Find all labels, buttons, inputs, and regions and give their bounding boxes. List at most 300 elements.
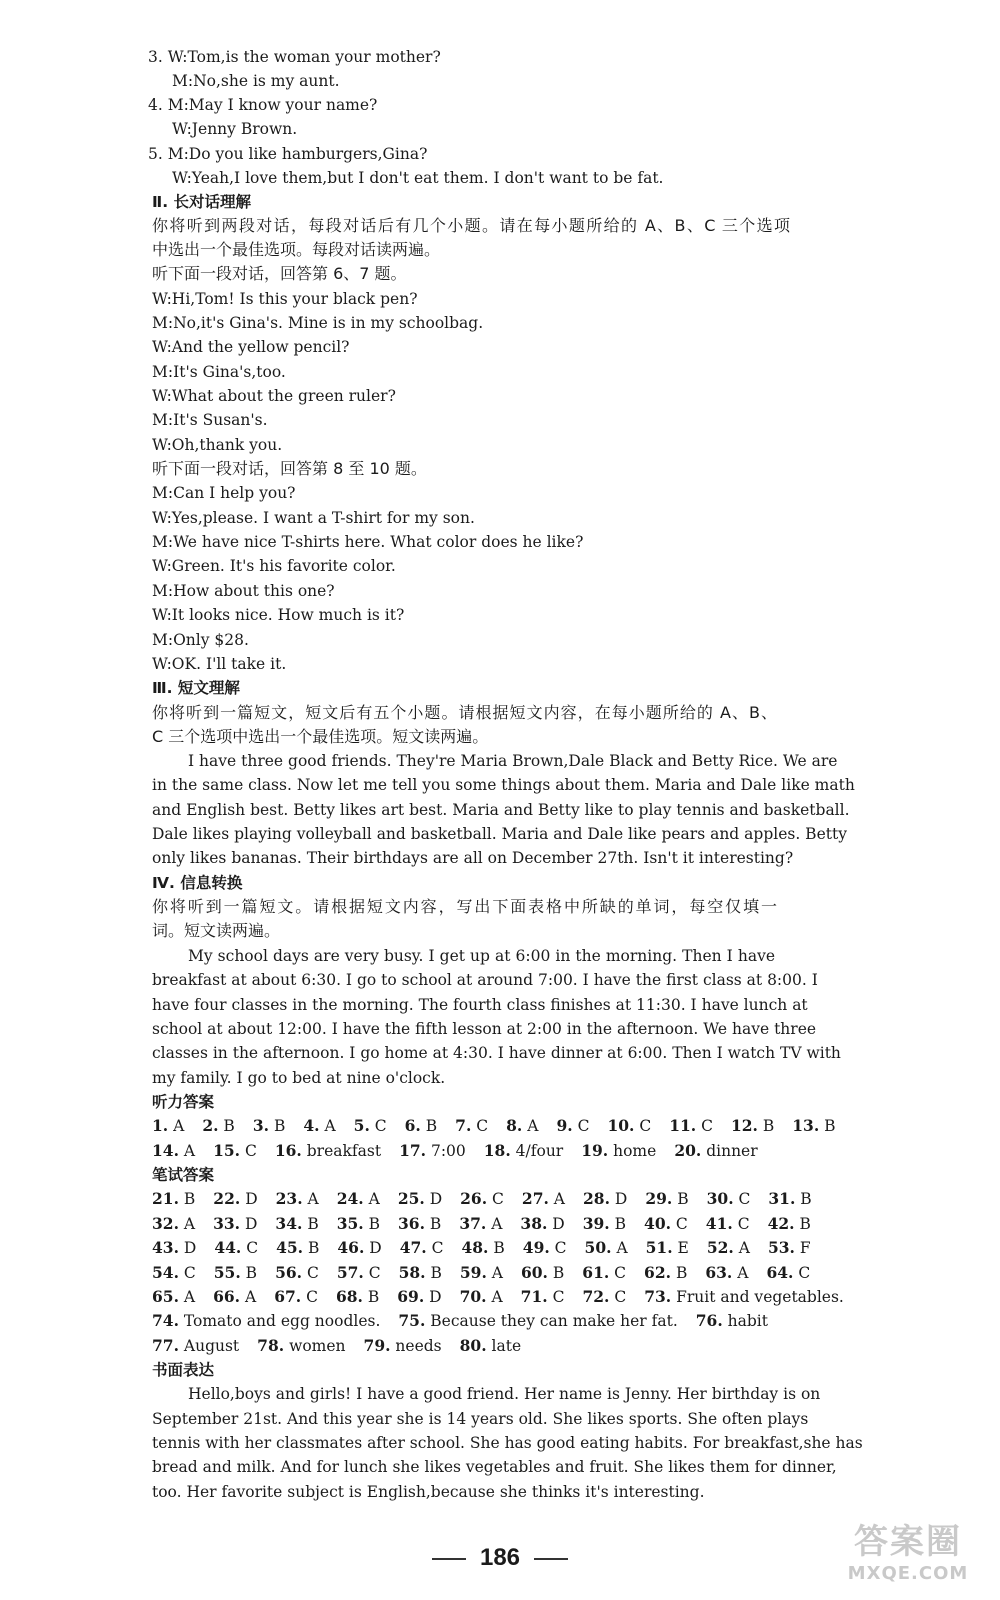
answer-number: 27. [521, 1189, 549, 1208]
answer-value: Tomato and egg noodles. [178, 1312, 381, 1330]
answer-item [556, 1117, 589, 1135]
dialog-intro-6-7: 听下面一段对话，回答第 6、7 题。 [152, 264, 407, 283]
answer-value: B [609, 1215, 627, 1233]
answer-value: C [793, 1264, 811, 1282]
answer-item [645, 1190, 688, 1208]
answer-number: 1. [152, 1116, 169, 1135]
answer-row [152, 1187, 812, 1211]
answer-number: 72. [582, 1287, 610, 1306]
watermark [824, 1522, 992, 1592]
passage-line: in the same class. Now let me tell you some things about them. Maria and Dale like math [152, 776, 855, 794]
answer-number: 64. [766, 1263, 794, 1282]
answer-item [354, 1117, 387, 1135]
answer-value: A [733, 1239, 750, 1257]
answer-value: D [547, 1215, 565, 1233]
passage-line: have four classes in the morning. The fourth class finishes at 11:30. I have lunch at [152, 996, 808, 1014]
answer-value: C [363, 1264, 381, 1282]
answer-number: 12. [730, 1116, 758, 1135]
answer-item [274, 1288, 318, 1306]
dialog-line: M:It's Gina's,too. [152, 363, 286, 381]
answer-value: B [424, 1215, 442, 1233]
answer-number: 11. [669, 1116, 697, 1135]
answer-number: 24. [336, 1189, 364, 1208]
essay-line: too. Her favorite subject is English,because she thinks it's interesting. [152, 1483, 705, 1501]
answer-number: 13. [792, 1116, 820, 1135]
answer-item [459, 1215, 502, 1233]
answer-item [522, 1190, 565, 1208]
answer-value: E [672, 1239, 689, 1257]
answer-item [455, 1117, 488, 1135]
answer-value: C [547, 1288, 565, 1306]
answer-value: home [608, 1142, 657, 1160]
answer-number: 53. [767, 1238, 795, 1257]
section-2-instruction: 你将听到两段对话，每段对话后有几个小题。请在每小题所给的 A、B、C 三个选项 [152, 216, 790, 235]
answer-number: 65. [152, 1287, 179, 1306]
answer-item [400, 1239, 444, 1257]
answer-value: C [696, 1117, 713, 1135]
answer-value: B [420, 1117, 438, 1135]
dialog-line: W:And the yellow pencil? [152, 338, 350, 356]
answer-number: 80. [459, 1336, 487, 1355]
answer-item [460, 1337, 522, 1355]
dialog-line: W:Oh,thank you. [152, 436, 283, 454]
answer-number: 5. [353, 1116, 370, 1135]
answer-row [152, 1261, 811, 1285]
answer-number: 42. [767, 1214, 795, 1233]
answer-number: 60. [520, 1263, 548, 1282]
answer-row [152, 1309, 792, 1333]
answer-number: 76. [695, 1311, 723, 1330]
answer-number: 38. [520, 1214, 548, 1233]
answer-item [337, 1190, 380, 1208]
answer-number: 26. [460, 1189, 488, 1208]
answer-value: 4/four [510, 1142, 564, 1160]
answer-number: 33. [213, 1214, 241, 1233]
answer-number: 34. [275, 1214, 303, 1233]
section-3-instruction-cont: C 三个选项中选出一个最佳选项。短文读两遍。 [152, 727, 489, 746]
answer-value: A [178, 1288, 196, 1306]
dialog-3-answer: M:No,she is my aunt. [172, 72, 340, 90]
section-3-heading: Ⅲ. 短文理解 [152, 679, 240, 697]
answer-number: 10. [607, 1116, 635, 1135]
answer-item [585, 1239, 628, 1257]
answer-item [214, 1239, 258, 1257]
answer-value: C [549, 1239, 567, 1257]
answer-number: 77. [152, 1336, 179, 1355]
answer-item [213, 1215, 257, 1233]
dialog-5-question: 5. M:Do you like hamburgers,Gina? [148, 145, 428, 163]
answer-item [484, 1142, 563, 1160]
answer-number: 56. [275, 1263, 303, 1282]
answer-item [768, 1215, 811, 1233]
answer-number: 66. [213, 1287, 241, 1306]
answer-item [583, 1215, 626, 1233]
answer-value: A [522, 1117, 539, 1135]
answer-value: F [794, 1239, 811, 1257]
answer-item [336, 1288, 379, 1306]
answer-item [768, 1190, 811, 1208]
dialog-line: M:No,it's Gina's. Mine is in my schoolbag. [152, 314, 484, 332]
answer-number: 46. [337, 1238, 365, 1257]
answer-number: 3. [252, 1116, 270, 1135]
answer-item [706, 1215, 750, 1233]
answer-value: Fruit and vegetables. [671, 1288, 844, 1306]
answer-item [398, 1312, 677, 1330]
answer-item [521, 1264, 564, 1282]
answer-item [582, 1264, 626, 1282]
answer-value: A [732, 1264, 749, 1282]
answer-item [520, 1215, 564, 1233]
answer-item [460, 1264, 503, 1282]
answer-item [275, 1264, 319, 1282]
answer-number: 16. [274, 1141, 302, 1160]
answer-number: 4. [303, 1116, 320, 1135]
answer-item [152, 1215, 195, 1233]
dialog-line: W:OK. I'll take it. [152, 655, 287, 673]
answer-value: D [178, 1239, 197, 1257]
page-number-text: 186 [479, 1544, 521, 1571]
answer-value: C [733, 1190, 751, 1208]
answer-item [460, 1190, 504, 1208]
dialog-3-question: 3. W:Tom,is the woman your mother? [148, 48, 441, 66]
answer-number: 48. [461, 1238, 489, 1257]
answer-value: A [611, 1239, 628, 1257]
answer-value: C [671, 1215, 688, 1233]
answer-value: D [364, 1239, 382, 1257]
answer-value: A [363, 1190, 380, 1208]
answer-number: 7. [455, 1116, 472, 1135]
answer-value: C [732, 1215, 750, 1233]
answer-item [582, 1288, 626, 1306]
answer-number: 59. [459, 1263, 487, 1282]
dialog-line: W:Green. It's his favorite color. [152, 557, 396, 575]
answer-number: 55. [213, 1263, 241, 1282]
answer-value: B [547, 1264, 565, 1282]
answer-value: C [301, 1288, 318, 1306]
answer-item [523, 1239, 567, 1257]
answer-number: 62. [644, 1263, 672, 1282]
dialog-4-question: 4. M:May I know your name? [148, 96, 378, 114]
answer-item [214, 1264, 257, 1282]
answer-value: B [671, 1264, 688, 1282]
dialog-line: M:We have nice T-shirts here. What color does he like? [152, 533, 584, 551]
answer-item [792, 1117, 835, 1135]
answer-number: 79. [363, 1336, 391, 1355]
answer-item [581, 1142, 656, 1160]
answer-value: needs [390, 1337, 442, 1355]
answer-number: 40. [644, 1214, 671, 1233]
answer-value: habit [722, 1312, 768, 1330]
dash-right [534, 1558, 568, 1560]
answer-value: A [319, 1117, 336, 1135]
answer-item [337, 1239, 381, 1257]
dialog-intro-8-10: 听下面一段对话，回答第 8 至 10 题。 [152, 459, 427, 478]
answer-item [202, 1117, 235, 1135]
answer-number: 35. [336, 1214, 364, 1233]
answer-item [213, 1190, 257, 1208]
answer-number: 71. [520, 1287, 548, 1306]
answer-number: 23. [275, 1189, 303, 1208]
listening-answers-heading: 听力答案 [152, 1093, 215, 1111]
answer-number: 14. [152, 1141, 179, 1160]
answer-value: C [240, 1142, 257, 1160]
answer-item [275, 1215, 318, 1233]
answer-item [152, 1312, 380, 1330]
section-3-instruction: 你将听到一篇短文，短文后有五个小题。请根据短文内容，在每小题所给的 A、B、 [152, 703, 777, 722]
answer-item [707, 1239, 750, 1257]
answer-item [731, 1117, 774, 1135]
watermark-url: MXQE.COM [847, 1563, 969, 1584]
answer-value: C [634, 1117, 652, 1135]
answer-item [152, 1239, 196, 1257]
dialog-line: M:It's Susan's. [152, 411, 268, 429]
answer-value: A [302, 1190, 319, 1208]
answer-value: C [178, 1264, 196, 1282]
answer-item [276, 1190, 319, 1208]
answer-row [152, 1334, 792, 1358]
answer-number: 61. [582, 1263, 610, 1282]
answer-number: 18. [483, 1141, 511, 1160]
answer-item [152, 1264, 196, 1282]
answer-item [644, 1264, 687, 1282]
answer-item [644, 1288, 844, 1306]
answer-item [152, 1337, 239, 1355]
answer-value: A [240, 1288, 257, 1306]
answer-number: 6. [404, 1116, 421, 1135]
passage-line: Dale likes playing volleyball and basketball. Maria and Dale like pears and apples. Betty [152, 825, 847, 843]
dialog-line: M:How about this one? [152, 582, 335, 600]
answer-number: 47. [399, 1238, 427, 1257]
answer-item [583, 1190, 627, 1208]
answer-value: D [424, 1190, 443, 1208]
answer-number: 54. [152, 1263, 179, 1282]
answer-value: A [168, 1117, 185, 1135]
answer-number: 39. [582, 1214, 610, 1233]
answer-item [213, 1288, 256, 1306]
answer-value: B [178, 1190, 196, 1208]
answer-item [152, 1288, 195, 1306]
answer-number: 58. [398, 1263, 426, 1282]
answer-value: C [572, 1117, 590, 1135]
answer-number: 32. [152, 1214, 179, 1233]
answer-item [768, 1239, 811, 1257]
answer-value: B [488, 1239, 505, 1257]
answer-value: A [486, 1215, 503, 1233]
passage-line: only likes bananas. Their birthdays are all on December 27th. Isn't it interesting? [152, 849, 794, 867]
answer-value: B [218, 1117, 235, 1135]
answer-number: 67. [274, 1287, 302, 1306]
answer-value: B [819, 1117, 836, 1135]
answer-item [674, 1142, 757, 1160]
answer-number: 36. [398, 1214, 425, 1233]
answer-value: women [284, 1337, 346, 1355]
answer-value: C [241, 1239, 259, 1257]
answer-row [152, 1139, 792, 1163]
answer-value: D [240, 1190, 258, 1208]
answer-item [257, 1337, 345, 1355]
answer-number: 78. [257, 1336, 285, 1355]
passage-line: and English best. Betty likes art best. Maria and Betty like to play tennis and basketball. [152, 801, 850, 819]
answer-item [607, 1117, 651, 1135]
answer-row [152, 1212, 811, 1236]
answer-number: 44. [214, 1238, 242, 1257]
answer-item [707, 1190, 751, 1208]
answer-number: 43. [152, 1238, 179, 1257]
section-2-heading: Ⅱ. 长对话理解 [152, 193, 251, 211]
answer-number: 19. [581, 1141, 609, 1160]
answer-item [398, 1190, 442, 1208]
answer-value: C [471, 1117, 489, 1135]
answer-number: 74. [152, 1311, 179, 1330]
answer-value: Because they can make her fat. [425, 1312, 678, 1330]
answer-value: A [486, 1288, 503, 1306]
dash-left [432, 1558, 466, 1560]
answer-value: B [363, 1215, 381, 1233]
answer-row [152, 1285, 844, 1309]
dialog-5-answer: W:Yeah,I love them,but I don't eat them. I don't want to be fat. [172, 169, 664, 187]
dialog-line: M:Only $28. [152, 631, 249, 649]
answer-item [213, 1142, 257, 1160]
answer-number: 9. [556, 1116, 573, 1135]
answer-number: 75. [398, 1311, 426, 1330]
section-4-instruction-cont: 词。短文读两遍。 [152, 921, 281, 940]
answer-item [337, 1215, 380, 1233]
answer-item [364, 1337, 442, 1355]
answer-number: 69. [397, 1287, 425, 1306]
answer-number: 45. [276, 1238, 304, 1257]
answer-number: 52. [706, 1238, 734, 1257]
passage-line: My school days are very busy. I get up at 6:00 in the morning. Then I have [188, 947, 775, 965]
answer-value: C [609, 1288, 627, 1306]
answer-value: B [240, 1264, 258, 1282]
section-4-instruction: 你将听到一篇短文。请根据短文内容，写出下面表格中所缺的单词，每空仅填一 [152, 897, 777, 916]
answer-item [506, 1117, 538, 1135]
answer-value: A [178, 1215, 196, 1233]
answer-value: B [303, 1239, 320, 1257]
answer-item [460, 1288, 503, 1306]
answer-value: C [426, 1239, 444, 1257]
essay-line: bread and milk. And for lunch she likes vegetables and fruit. She likes them for dinner, [152, 1458, 837, 1476]
answer-number: 37. [459, 1214, 487, 1233]
answer-item [152, 1117, 184, 1135]
answer-value: B [672, 1190, 689, 1208]
dialog-line: W:What about the green ruler? [152, 387, 396, 405]
answer-item [337, 1264, 381, 1282]
passage-line: I have three good friends. They're Maria Brown,Dale Black and Betty Rice. We are [188, 752, 838, 770]
answer-number: 15. [213, 1141, 241, 1160]
answer-number: 25. [397, 1189, 425, 1208]
answer-value: dinner [701, 1142, 758, 1160]
passage-line: classes in the afternoon. I go home at 4:30. I have dinner at 6:00. Then I watch TV with [152, 1044, 841, 1062]
answer-number: 29. [645, 1189, 673, 1208]
dialog-line: W:Yes,please. I want a T-shirt for my son. [152, 509, 475, 527]
answer-item [275, 1142, 381, 1160]
answer-value: C [302, 1264, 319, 1282]
answer-row [152, 1236, 811, 1260]
passage-line: school at about 12:00. I have the fifth lesson at 2:00 in the afternoon. We have three [152, 1020, 817, 1038]
answer-item [669, 1117, 713, 1135]
answer-value: B [795, 1190, 812, 1208]
section-2-instruction-cont: 中选出一个最佳选项。每段对话读两遍。 [152, 240, 441, 259]
answer-number: 70. [459, 1287, 487, 1306]
passage-line: my family. I go to bed at nine o'clock. [152, 1069, 446, 1087]
answer-number: 49. [522, 1238, 550, 1257]
answer-item [766, 1264, 810, 1282]
answer-item [303, 1117, 335, 1135]
answer-value: C [609, 1264, 627, 1282]
answer-item [521, 1288, 565, 1306]
answer-number: 57. [336, 1263, 364, 1282]
answer-item [253, 1117, 286, 1135]
answer-value: C [369, 1117, 387, 1135]
answer-item [705, 1264, 748, 1282]
answer-item [405, 1117, 438, 1135]
writing-heading: 书面表达 [152, 1361, 215, 1379]
answer-value: breakfast [301, 1142, 382, 1160]
answer-value: C [487, 1190, 504, 1208]
answer-value: B [757, 1117, 775, 1135]
dialog-line: W:Hi,Tom! Is this your black pen? [152, 290, 418, 308]
answer-number: 31. [768, 1189, 796, 1208]
answer-number: 63. [705, 1263, 733, 1282]
answer-value: B [425, 1264, 442, 1282]
answer-number: 22. [213, 1189, 241, 1208]
answer-value: 7:00 [426, 1142, 466, 1160]
answer-item [696, 1312, 768, 1330]
answer-number: 41. [705, 1214, 733, 1233]
answer-value: B [302, 1215, 319, 1233]
answer-number: 21. [152, 1189, 179, 1208]
answer-item [399, 1142, 466, 1160]
answer-number: 73. [644, 1287, 672, 1306]
answer-number: 28. [583, 1189, 610, 1208]
answer-value: B [794, 1215, 811, 1233]
answer-value: D [424, 1288, 442, 1306]
answer-number: 8. [506, 1116, 523, 1135]
answer-item [152, 1190, 195, 1208]
watermark-logo: 答案圈 [854, 1522, 962, 1562]
answer-number: 2. [202, 1116, 219, 1135]
answer-item [397, 1288, 441, 1306]
answer-value: A [178, 1142, 196, 1160]
section-4-heading: Ⅳ. 信息转换 [152, 874, 243, 892]
answer-number: 51. [645, 1238, 673, 1257]
answer-value: A [486, 1264, 503, 1282]
answer-number: 20. [674, 1141, 702, 1160]
answer-value: A [548, 1190, 565, 1208]
answer-value: B [269, 1117, 286, 1135]
answer-value: late [486, 1337, 522, 1355]
answer-item [644, 1215, 688, 1233]
dialog-4-answer: W:Jenny Brown. [172, 120, 298, 138]
answer-item [276, 1239, 319, 1257]
written-answers-heading: 笔试答案 [152, 1166, 215, 1184]
answer-item [152, 1142, 195, 1160]
dialog-line: W:It looks nice. How much is it? [152, 606, 405, 624]
answer-row [152, 1114, 836, 1138]
essay-line: tennis with her classmates after school. She has good eating habits. For breakfast,she has [152, 1434, 863, 1452]
answer-item [398, 1215, 441, 1233]
answer-number: 68. [335, 1287, 363, 1306]
essay-line: September 21st. And this year she is 14 years old. She likes sports. She often plays [152, 1410, 809, 1428]
dialog-line: M:Can I help you? [152, 484, 296, 502]
answer-number: 50. [584, 1238, 612, 1257]
answer-number: 17. [399, 1141, 427, 1160]
answer-number: 30. [706, 1189, 734, 1208]
answer-value: August [178, 1337, 240, 1355]
passage-line: breakfast at about 6:30. I go to school at around 7:00. I have the first class at 8:00. I [152, 971, 818, 989]
answer-value: D [240, 1215, 258, 1233]
